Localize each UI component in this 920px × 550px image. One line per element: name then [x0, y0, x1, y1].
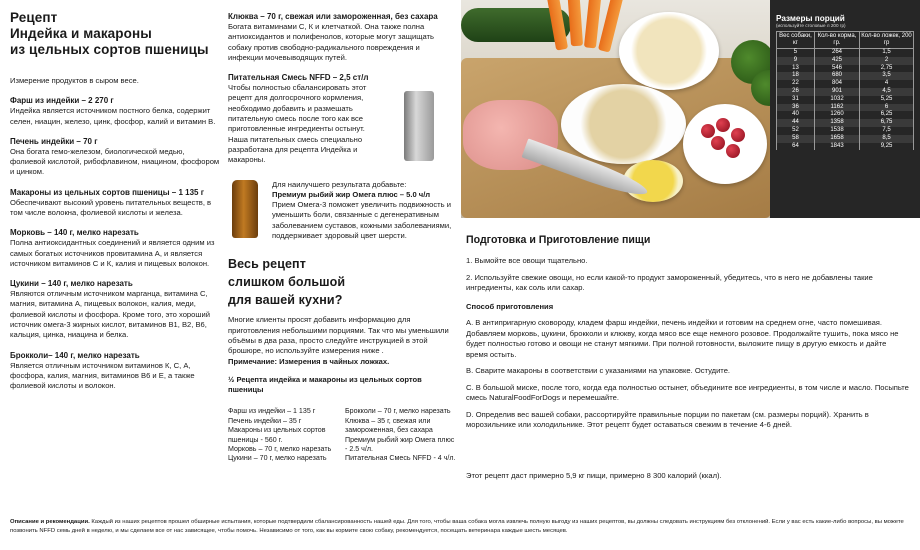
list-item: Питательная Смесь NFFD - 4 ч/л.: [345, 454, 456, 463]
table-row: [777, 119, 914, 127]
table-header: Кол-во корма, гр.: [814, 32, 859, 49]
ingredient-text: Индейка является источником постного белка, содержит селен, ниацин, железо, цинк, фосфор, калий и витамин В.: [10, 106, 216, 126]
cranberry-icon: [711, 136, 725, 150]
method-step: D. Определив вес вашей собаки, рассортируйте правильные порции по пакетам (см. размеры порций). Хранить в морозильнике или холодильнике. Этот рецепт будет оставаться свежим в течение 4-6 дней.: [466, 409, 869, 429]
table-cell: 1658: [814, 135, 859, 143]
table-cell: 31: [777, 96, 815, 104]
table-cell: 1843: [814, 143, 859, 151]
cranberry-text: Богата витаминами С, К и клетчаткой. Она также полна антиоксидантов и полифенолов, которые могут защищать собаку против свободно-радикального повреждения и инфекции мочевыводящих путей.: [228, 22, 434, 62]
omega-intro: Для наилучшего результата добавьте:: [272, 179, 407, 189]
ingredient-heading: Брокколи– 140 г, мелко нарезать: [10, 350, 140, 360]
pasta-bowl: [619, 12, 719, 90]
table-cell: 64: [777, 143, 815, 151]
table-row: [777, 72, 914, 80]
prep-title: Подготовка и Приготовление пищи: [466, 234, 651, 246]
table-cell: 1260: [814, 111, 859, 119]
table-row: [777, 49, 914, 57]
table-row: [777, 135, 914, 143]
table-row: [777, 111, 914, 119]
nutrient-mix-canister-icon: [404, 91, 434, 161]
portion-title: Размеры порций: [776, 14, 845, 23]
portion-table: [776, 31, 914, 150]
recipe-title: Рецепт Индейка и макароны из цельных сортов пшеницы: [10, 10, 209, 57]
table-cell: 26: [777, 88, 815, 96]
nffd-heading: Питательная Смесь NFFD – 2,5 ст/л: [228, 73, 369, 83]
cranberry-icon: [731, 128, 745, 142]
table-cell: 2: [860, 57, 914, 65]
half-recipe-list: [228, 407, 456, 463]
table-cell: 425: [814, 57, 859, 65]
half-recipe-text: Многие клиенты просят добавить информацию для приготовления небольшими порциями. Так что мы уменьшили объёмы в два раза, просто следуйте инструкцией в этой брошюре, но используйте измерения ниже .: [228, 315, 449, 356]
portion-size-panel: [770, 0, 920, 218]
cranberry-icon: [726, 144, 740, 158]
table-row: [777, 143, 914, 151]
table-cell: 1032: [814, 96, 859, 104]
table-cell: 1,5: [860, 49, 914, 57]
ingredient-text: Полна антиоксидантных соединений и является одним из самых богатых источников провитамина А, и является источником витаминов С и К, калия и пищевых волокон.: [10, 238, 215, 268]
table-cell: 5,25: [860, 96, 914, 104]
list-item: Цукини – 70 г, мелко нарезать: [228, 454, 327, 463]
half-recipe-note: Примечание: Измерения в чайных ложках.: [228, 356, 390, 366]
table-cell: 6,75: [860, 119, 914, 127]
ingredients-column: [10, 10, 220, 392]
table-cell: 18: [777, 72, 815, 80]
table-cell: 44: [777, 119, 815, 127]
table-cell: 22: [777, 80, 815, 88]
table-row: [777, 127, 914, 135]
portion-subtitle: (используйте столовые л 200 гр): [776, 23, 846, 28]
list-item: Макароны из цельных сортов пшеницы - 560 г.: [228, 426, 326, 444]
table-cell: 1162: [814, 104, 859, 112]
ingredient-heading: Фарш из индейки – 2 270 г: [10, 96, 114, 106]
table-cell: 4: [860, 80, 914, 88]
list-item: Брокколи – 70 г, мелко нарезать: [345, 407, 451, 416]
ingredient-text: Являются отличным источником марганца, витамина С, магния, витамина А, пищевых волокон, калия, меди, фолиевой кислоты и фосфора. Кроме того, это хороший источник омега-3 жирных кислот, витаминов В1, В2, В6, кальция, цинка, ниацина и белка.: [10, 289, 210, 340]
table-cell: 546: [814, 65, 859, 73]
footer-text: Каждый из наших рецептов прошел обширные испытания, которые подтвердили сбалансированность нашей еды. Для того, чтобы ваша собака могла извлечь полную выгоду из наших рецептов, вы должны следовать инструкциям без отклонений. Если у вас есть какие-либо вопросы, вы можете позвонить NFFD семь дней в неделю, и мы сделаем все от нас зависящее, чтобы помочь. Независимо от того, как вы кормите свою собаку, рекомендуется, посещать ветеринара каждые шесть месяцев.: [10, 519, 904, 534]
ingredient-heading: Печень индейки – 70 г: [10, 136, 98, 146]
cranberry-bowl: [683, 104, 767, 184]
table-cell: 264: [814, 49, 859, 57]
fish-oil-bottle-icon: [232, 180, 258, 238]
mixed-food-bowl: [561, 84, 686, 164]
prep-instructions: [466, 256, 910, 437]
cranberry-icon: [701, 124, 715, 138]
table-cell: 8,5: [860, 135, 914, 143]
recipe-yield: Этот рецепт даст примерно 5,9 кг пищи, примерно 8 300 калорий (ккал).: [466, 471, 722, 480]
footer-bold: Описание и рекомендации.: [10, 519, 90, 525]
table-cell: 4,5: [860, 88, 914, 96]
table-cell: 1538: [814, 127, 859, 135]
table-cell: 804: [814, 80, 859, 88]
method-step: А. В антипригарную сковороду, кладем фарш индейки, печень индейки и готовим на среднем огне, часто помешивая. Добавляем морковь, цукини, брокколи и клюкву, когда мясо все еще немного розовое. Продолжайте тушить, пока мясо не будет полностью готово и овощи не станут мягкими. При полной готовности, выложите пищу в другую емкость и дайте время остыть.: [466, 318, 899, 359]
ingredient-text: Она богата гемо-железом, биологической медью, фолиевой кислотой, рибофлавином, ниацином, фосфором и цинком.: [10, 146, 220, 177]
table-row: [777, 65, 914, 73]
table-cell: 13: [777, 65, 815, 73]
table-row: [777, 80, 914, 88]
table-header: Вес собаки, кг: [777, 32, 815, 49]
table-cell: 6,25: [860, 111, 914, 119]
prep-step: 1. Вымойте все овощи тщательно.: [466, 256, 588, 265]
ingredient-heading: Цукини – 140 г, мелко нарезать: [10, 279, 133, 289]
portion-table-body: [777, 49, 914, 151]
omega-heading: Премиум рыбий жир Омега плюс – 5.0 ч/л: [272, 189, 431, 199]
table-cell: 36: [777, 104, 815, 112]
ingredient-heading: Морковь – 140 г, мелко нарезать: [10, 228, 139, 238]
half-recipe-title: Весь рецепт слишком большой для вашей кухни?: [228, 257, 346, 308]
list-item: Клюква – 35 г, свежая или замороженная, без сахара: [345, 416, 433, 435]
cranberry-heading: Клюква – 70 г, свежая или замороженная, без сахара: [228, 12, 438, 21]
cranberry-icon: [716, 118, 730, 132]
table-cell: 680: [814, 72, 859, 80]
method-step: С. В большой миске, после того, когда еда полностью остынет, объедините все ингредиенты, в том числе и масло. Посыпьте смесь NaturalFoodForDogs и перемешайте.: [466, 382, 909, 402]
table-row: [777, 104, 914, 112]
list-item: Фарш из индейки – 1 135 г: [228, 407, 316, 416]
table-cell: 9: [777, 57, 815, 65]
table-header: Кол-во ложек, 200 гр: [860, 32, 914, 49]
table-cell: 1358: [814, 119, 859, 127]
ingredient-heading: Макароны из цельных сортов пшеницы – 1 135 г: [10, 187, 205, 197]
table-row: [777, 57, 914, 65]
table-row: [777, 96, 914, 104]
list-item: Премиум рыбий жир Омега плюс - 2.5 ч/л.: [345, 435, 455, 454]
ingredient-text: Является отличным источником витаминов К, С, А, фосфора, калия, магния, витаминов В6 и Е, а также фолиевой кислоты и волокон.: [10, 360, 195, 391]
list-item: Печень индейки – 35 г: [228, 416, 302, 425]
table-cell: 52: [777, 127, 815, 135]
ingredient-text: Обеспечивают высокий уровень питательных веществ, в том числе волокна, фолиевой кислоты и железа.: [10, 197, 212, 217]
table-cell: 6: [860, 104, 914, 112]
half-recipe-heading: ½ Рецепта индейка и макароны из цельных сортов пшеницы: [228, 374, 422, 395]
method-title: Способ приготовления: [466, 301, 554, 311]
method-step: В. Сварите макароны в соответствии с указаниями на упаковке. Остудите.: [466, 366, 731, 375]
footer-note: [10, 518, 915, 536]
table-cell: 40: [777, 111, 815, 119]
table-cell: 9,25: [860, 143, 914, 151]
list-item: Морковь – 70 г, мелко нарезать: [228, 445, 332, 454]
carrot-icon: [567, 0, 583, 46]
table-cell: 901: [814, 88, 859, 96]
prep-step: 2. Используйте свежие овощи, но если какой-то продукт замороженный, убедитесь, что в него не добавлены такие ингредиенты, как соль или сахар.: [466, 272, 873, 292]
measure-note: Измерение продуктов в сыром весе.: [10, 76, 139, 85]
omega-text: Прием Омега-3 поможет увеличить подвижность и уменьшить боли, связанные с дегенеративным заболеванием суставов, кожными заболеваниями, поддерживает здоровый цвет шерсти.: [272, 200, 452, 241]
supplements-column: [228, 10, 456, 464]
table-cell: 58: [777, 135, 815, 143]
table-row: [777, 88, 914, 96]
table-cell: 5: [777, 49, 815, 57]
table-cell: 7,5: [860, 127, 914, 135]
nffd-text: Чтобы полностью сбалансировать этот рецепт для долгосрочного кормления, необходимо добавить и размешать питательную смесь после того как все приготовленные ингредиенты остынут. Наша питательных смесь специально разработана для рецепта Индейка и макароны.: [228, 83, 367, 165]
table-cell: 3,5: [860, 72, 914, 80]
table-cell: 2,75: [860, 65, 914, 73]
